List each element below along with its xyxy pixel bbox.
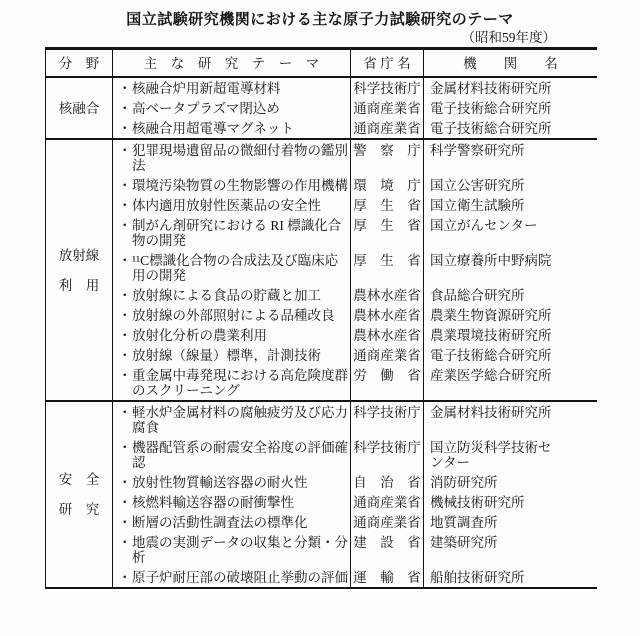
ministry-cell: 運 輸 省 [351,567,424,587]
theme-text: 体内適用放射性医薬品の安全性 [132,197,321,213]
theme-text: 断層の活動性調査法の標準化 [132,514,308,530]
institution-cell: 建築研究所 [430,534,498,550]
bullet-icon: ・ [118,327,132,343]
table-row [113,492,597,512]
theme-text: 制がん剤研究における RI 標識化合物の開発 [132,217,342,248]
theme-text: ¹¹C標識化合物の合成法及び臨床応用の開発 [132,252,339,283]
bullet-icon: ・ [118,494,132,510]
theme-cell [113,98,351,118]
institution-cell: 科学警察研究所 [430,142,525,158]
ministry-cell: 警 察 庁 [351,140,424,175]
ministry-cell: 建 設 省 [351,532,424,567]
bullet-icon: ・ [118,569,132,585]
table-row [113,345,597,365]
table-section [46,402,597,587]
ministry-cell: 農林水産省 [351,285,424,305]
theme-cell [113,437,351,472]
theme-cell [113,285,351,305]
institution-cell: 金属材料技術研究所 [430,80,552,96]
table-section [46,140,597,402]
col-header-theme: 主 な 研 究 テ ー マ [113,50,351,76]
institution-cell: 国立療養所中野病院 [430,252,552,268]
table-row [113,250,597,285]
table-row [113,285,597,305]
theme-text: 高ベータプラズマ閉込め [132,100,280,116]
theme-text: 核燃料輸送容器の耐衝撃性 [132,494,294,510]
ministry-cell: 厚 生 省 [351,250,424,285]
section-rows [113,402,597,587]
table-row [113,512,597,532]
bullet-icon: ・ [118,367,132,383]
table-row [113,402,597,437]
bullet-icon: ・ [118,474,132,490]
ministry-cell: 科学技術庁 [351,402,424,437]
theme-cell [113,532,351,567]
ministry-cell: 厚 生 省 [351,195,424,215]
bullet-icon: ・ [118,404,132,420]
ministry-cell: 農林水産省 [351,325,424,345]
bullet-icon: ・ [118,347,132,363]
theme-cell [113,492,351,512]
section-rows [113,78,597,138]
field-label-line: 放射線 [58,247,100,263]
theme-text: 放射線による食品の貯蔵と加工 [132,287,321,303]
bullet-icon: ・ [118,307,132,323]
ministry-cell: 科学技術庁 [351,437,424,472]
table-row [113,472,597,492]
ministry-cell: 科学技術庁 [351,78,424,98]
theme-text: 軽水炉金属材料の腐触疲労及び応力腐食 [132,404,348,435]
bullet-icon: ・ [118,100,132,116]
bullet-icon: ・ [118,287,132,303]
theme-cell [113,250,351,285]
institution-cell: 電子技術総合研究所 [430,347,552,363]
bullet-icon: ・ [118,120,132,136]
institution-cell: 国立がんセンター [430,217,538,233]
theme-cell [113,195,351,215]
bullet-icon: ・ [118,197,132,213]
theme-cell [113,402,351,437]
institution-cell: 電子技術総合研究所 [430,120,552,136]
institution-cell: 国立衛生試験所 [430,197,525,213]
institution-cell: 食品総合研究所 [430,287,525,303]
table-row [113,365,597,400]
table-row [113,567,597,587]
table-row [113,78,597,98]
ministry-cell: 環 境 庁 [351,175,424,195]
col-header-ministry: 省 庁 名 [351,50,424,76]
table-row [113,118,597,138]
theme-text: 原子炉耐圧部の破壊阻止挙動の評価 [132,569,348,585]
bullet-icon: ・ [118,142,132,158]
table-row [113,437,597,472]
theme-text: 核融合炉用新超電導材料 [132,80,281,96]
theme-cell [113,345,351,365]
bullet-icon: ・ [118,80,132,96]
theme-cell [113,472,351,492]
ministry-cell: 自 治 省 [351,472,424,492]
institution-cell: 農業生物資源研究所 [430,307,552,323]
table-body [46,78,597,587]
theme-cell [113,305,351,325]
institution-cell: 国立防災科学技術センター [430,439,552,470]
table-header-row [46,50,597,78]
theme-text: 放射線の外部照射による品種改良 [132,307,335,323]
bullet-icon: ・ [118,534,132,550]
institution-cell: 産業医学総合研究所 [430,367,552,383]
table-row [113,325,597,345]
page-title: 国立試験研究機関における主な原子力試験研究のテーマ [126,11,514,28]
theme-cell [113,140,351,175]
theme-cell [113,215,351,250]
theme-text: 機器配管系の耐震安全裕度の評価確認 [132,439,348,470]
theme-text: 放射線（線量）標準，計測技術 [132,347,321,363]
theme-cell [113,567,351,587]
table-row [113,195,597,215]
ministry-cell: 通商産業省 [351,492,424,512]
ministry-cell: 厚 生 省 [351,215,424,250]
institution-cell: 電子技術総合研究所 [430,100,552,116]
section-rows [113,140,597,400]
theme-text: 地震の実測データの収集と分類・分析 [132,534,348,565]
ministry-cell: 通商産業省 [351,98,424,118]
col-header-field: 分 野 [46,50,113,76]
theme-text: 重金属中毒発現における高危険度群のスクリーニング [132,367,348,398]
bullet-icon: ・ [118,514,132,530]
theme-cell [113,78,351,98]
ministry-cell: 通商産業省 [351,512,424,532]
bullet-icon: ・ [118,252,132,268]
bullet-icon: ・ [118,177,132,193]
theme-cell [113,365,351,400]
bullet-icon: ・ [118,439,132,455]
table-row [113,175,597,195]
ministry-cell: 通商産業省 [351,118,424,138]
ministry-cell: 農林水産省 [351,305,424,325]
theme-text: 核融合用超電導マグネット [132,120,294,136]
field-cell [46,140,113,400]
theme-text: 犯罪現場遺留品の微細付着物の鑑別法 [132,142,348,173]
institution-cell: 金属材料技術研究所 [430,404,552,420]
table-row [113,532,597,567]
institution-cell: 消防研究所 [430,474,498,490]
research-themes-table [45,47,597,589]
col-header-institution: 機 関 名 [463,55,558,71]
ministry-cell: 通商産業省 [351,345,424,365]
theme-text: 環境汚染物質の生物影響の作用機構 [132,177,348,193]
field-cell [46,78,113,138]
theme-text: 放射化分析の農業利用 [132,327,267,343]
fiscal-year-subtitle: （昭和59年度） [461,30,556,45]
theme-text: 放射性物質輸送容器の耐火性 [132,474,308,490]
institution-cell: 農業環境技術研究所 [430,327,552,343]
institution-cell: 機械技術研究所 [430,494,525,510]
bullet-icon: ・ [118,217,132,233]
institution-cell: 国立公害研究所 [430,177,525,193]
field-label-line: 研 究 [58,502,100,517]
field-label-line: 核融合 [58,100,100,116]
field-label-line: 安 全 [58,472,100,487]
theme-cell [113,512,351,532]
table-row [113,215,597,250]
table-row [113,98,597,118]
theme-cell [113,175,351,195]
institution-cell: 船舶技術研究所 [430,569,525,585]
theme-cell [113,325,351,345]
field-cell [46,402,113,587]
table-row [113,140,597,175]
table-section [46,78,597,140]
field-label-line: 利 用 [58,277,100,293]
theme-cell [113,118,351,138]
ministry-cell: 労 働 省 [351,365,424,400]
institution-cell: 地質調査所 [430,514,498,530]
table-row [113,305,597,325]
